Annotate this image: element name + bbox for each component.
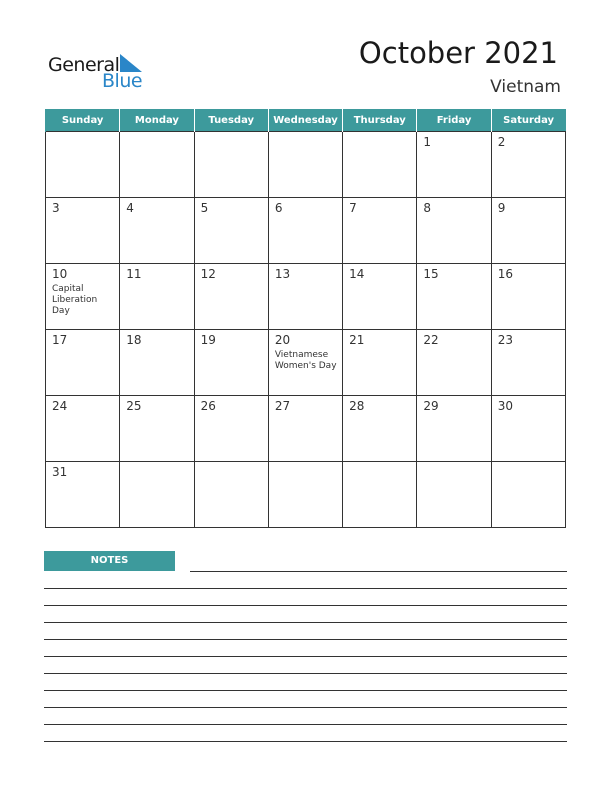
weekday-header: Friday: [417, 109, 491, 132]
note-line[interactable]: [44, 690, 567, 691]
day-cell[interactable]: [194, 264, 268, 330]
notes-label: NOTES: [44, 551, 175, 571]
day-cell[interactable]: [268, 330, 342, 396]
holiday-label: Capital Liberation Day: [52, 284, 98, 316]
day-cell[interactable]: [417, 198, 491, 264]
day-number: 8: [423, 201, 432, 215]
day-cell[interactable]: [120, 264, 194, 330]
day-cell[interactable]: [417, 264, 491, 330]
day-number: 19: [200, 333, 216, 347]
calendar-body: [46, 132, 566, 528]
day-cell[interactable]: [120, 396, 194, 462]
day-cell[interactable]: [268, 132, 342, 198]
day-cell[interactable]: [491, 132, 565, 198]
day-cell[interactable]: [46, 198, 120, 264]
day-number: 26: [200, 399, 216, 413]
day-cell[interactable]: [120, 330, 194, 396]
day-number: 22: [423, 333, 439, 347]
logo: [48, 52, 158, 92]
note-line[interactable]: [44, 707, 567, 708]
day-cell[interactable]: [417, 396, 491, 462]
day-cell[interactable]: [417, 462, 491, 528]
day-number: 30: [497, 399, 513, 413]
week-row: [46, 132, 566, 198]
page-title: October 2021: [358, 36, 558, 70]
day-cell[interactable]: [343, 132, 417, 198]
day-number: 18: [126, 333, 142, 347]
day-number: 20: [274, 333, 291, 347]
weekday-header: Saturday: [491, 109, 565, 132]
note-line[interactable]: [44, 605, 567, 606]
day-number: 5: [200, 201, 209, 215]
day-number: 27: [274, 399, 291, 413]
day-number: 7: [349, 201, 357, 215]
day-cell[interactable]: [491, 330, 565, 396]
note-line[interactable]: [44, 673, 567, 674]
day-cell[interactable]: [417, 132, 491, 198]
day-cell[interactable]: [194, 462, 268, 528]
note-line[interactable]: [190, 571, 567, 572]
day-number: 28: [349, 399, 365, 413]
day-cell[interactable]: [194, 198, 268, 264]
logo-general-text: General: [48, 54, 120, 76]
day-number: 17: [52, 333, 68, 347]
country-name: Vietnam: [490, 77, 561, 97]
day-cell[interactable]: [46, 330, 120, 396]
note-line[interactable]: [44, 656, 567, 657]
week-row: [46, 396, 566, 462]
day-number: 21: [349, 333, 365, 347]
logo-blue-text: Blue: [102, 70, 143, 92]
day-cell[interactable]: [46, 462, 120, 528]
holiday-label: Vietnamese Women's Day: [274, 350, 337, 371]
weekday-header: Monday: [120, 109, 194, 132]
day-cell[interactable]: [343, 462, 417, 528]
week-row: [46, 330, 566, 396]
note-line[interactable]: [44, 588, 567, 589]
note-line[interactable]: [44, 622, 567, 623]
day-cell[interactable]: [417, 330, 491, 396]
day-cell[interactable]: [491, 462, 565, 528]
week-row: [46, 462, 566, 528]
day-cell[interactable]: [194, 396, 268, 462]
day-number: 10: [52, 267, 68, 281]
weekday-header: Wednesday: [268, 109, 342, 132]
day-cell[interactable]: [343, 264, 417, 330]
day-number: 4: [126, 201, 134, 215]
day-cell[interactable]: [194, 132, 268, 198]
day-number: 25: [126, 399, 142, 413]
day-cell[interactable]: [46, 396, 120, 462]
day-number: 23: [497, 333, 513, 347]
day-number: 24: [52, 399, 68, 413]
weekday-header: Thursday: [343, 109, 417, 132]
day-number: 13: [274, 267, 291, 281]
day-cell[interactable]: [491, 264, 565, 330]
week-row: [46, 264, 566, 330]
day-number: 9: [497, 201, 506, 215]
day-number: 3: [52, 201, 60, 215]
day-number: 15: [423, 267, 439, 281]
weekday-header: Tuesday: [194, 109, 268, 132]
week-row: [46, 198, 566, 264]
day-cell[interactable]: [491, 396, 565, 462]
day-number: 31: [52, 465, 68, 479]
day-cell[interactable]: [268, 264, 342, 330]
weekday-header: Sunday: [46, 109, 120, 132]
calendar-grid: [45, 109, 566, 528]
day-cell[interactable]: [194, 330, 268, 396]
day-cell[interactable]: [268, 462, 342, 528]
day-cell[interactable]: [46, 132, 120, 198]
day-cell[interactable]: [120, 462, 194, 528]
day-number: 1: [423, 135, 432, 149]
note-line[interactable]: [44, 724, 567, 725]
note-line[interactable]: [44, 639, 567, 640]
day-cell[interactable]: [491, 198, 565, 264]
day-cell[interactable]: [120, 132, 194, 198]
day-number: 29: [423, 399, 439, 413]
day-number: 6: [274, 201, 283, 215]
weekday-header-row: [46, 109, 566, 132]
day-cell[interactable]: [343, 330, 417, 396]
day-number: 16: [497, 267, 513, 281]
day-cell[interactable]: [268, 198, 342, 264]
day-number: 12: [200, 267, 216, 281]
day-cell[interactable]: [268, 396, 342, 462]
day-cell[interactable]: [120, 198, 194, 264]
day-number: 11: [126, 267, 142, 281]
day-number: 2: [497, 135, 506, 149]
day-number: 14: [349, 267, 365, 281]
day-cell[interactable]: [343, 396, 417, 462]
note-line[interactable]: [44, 741, 567, 742]
day-cell[interactable]: [343, 198, 417, 264]
day-cell[interactable]: [46, 264, 120, 330]
